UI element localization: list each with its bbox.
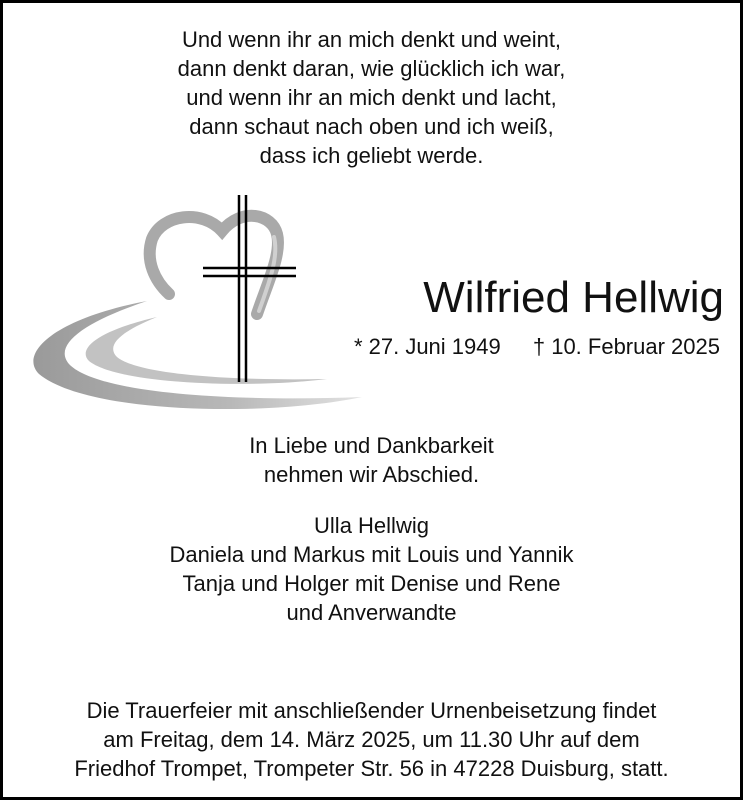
family-line: Tanja und Holger mit Denise und Rene [182, 571, 561, 596]
farewell-line: nehmen wir Abschied. [263, 462, 480, 487]
farewell-line: In Liebe und Dankbarkeit [249, 433, 494, 458]
life-dates [354, 333, 720, 361]
family-line: Ulla Hellwig [314, 513, 429, 538]
ceremony-info [3, 696, 740, 783]
birth-date: * 27. Juni 1949 [353, 334, 501, 359]
swoosh-inner [86, 317, 327, 384]
poem-line: dass ich geliebt werde. [259, 143, 484, 168]
heart-shape [150, 216, 278, 314]
poem [3, 25, 740, 170]
poem-line: dann schaut nach oben und ich weiß, [189, 114, 554, 139]
death-date: † 10. Februar 2025 [532, 334, 720, 359]
swoosh-outer [33, 301, 362, 409]
poem-line: und wenn ihr an mich denkt und lacht, [186, 85, 557, 110]
poem-line: Und wenn ihr an mich denkt und weint, [181, 27, 562, 52]
ceremony-line: am Freitag, dem 14. März 2025, um 11.30 Uhr auf dem [103, 727, 640, 752]
ceremony-line: Die Trauerfeier mit anschließender Urnenbeisetzung findet [86, 698, 657, 723]
farewell-text [3, 431, 740, 489]
ceremony-line: Friedhof Trompet, Trompeter Str. 56 in 47228 Duisburg, statt. [74, 756, 669, 781]
cross-heart-swoosh-icon [27, 189, 387, 409]
family-line: Daniela und Markus mit Louis und Yannik [169, 542, 574, 567]
deceased-name: Wilfried Hellwig [423, 273, 724, 322]
family-list [3, 511, 740, 627]
family-line: und Anverwandte [286, 600, 457, 625]
poem-line: dann denkt daran, wie glücklich ich war, [177, 56, 566, 81]
